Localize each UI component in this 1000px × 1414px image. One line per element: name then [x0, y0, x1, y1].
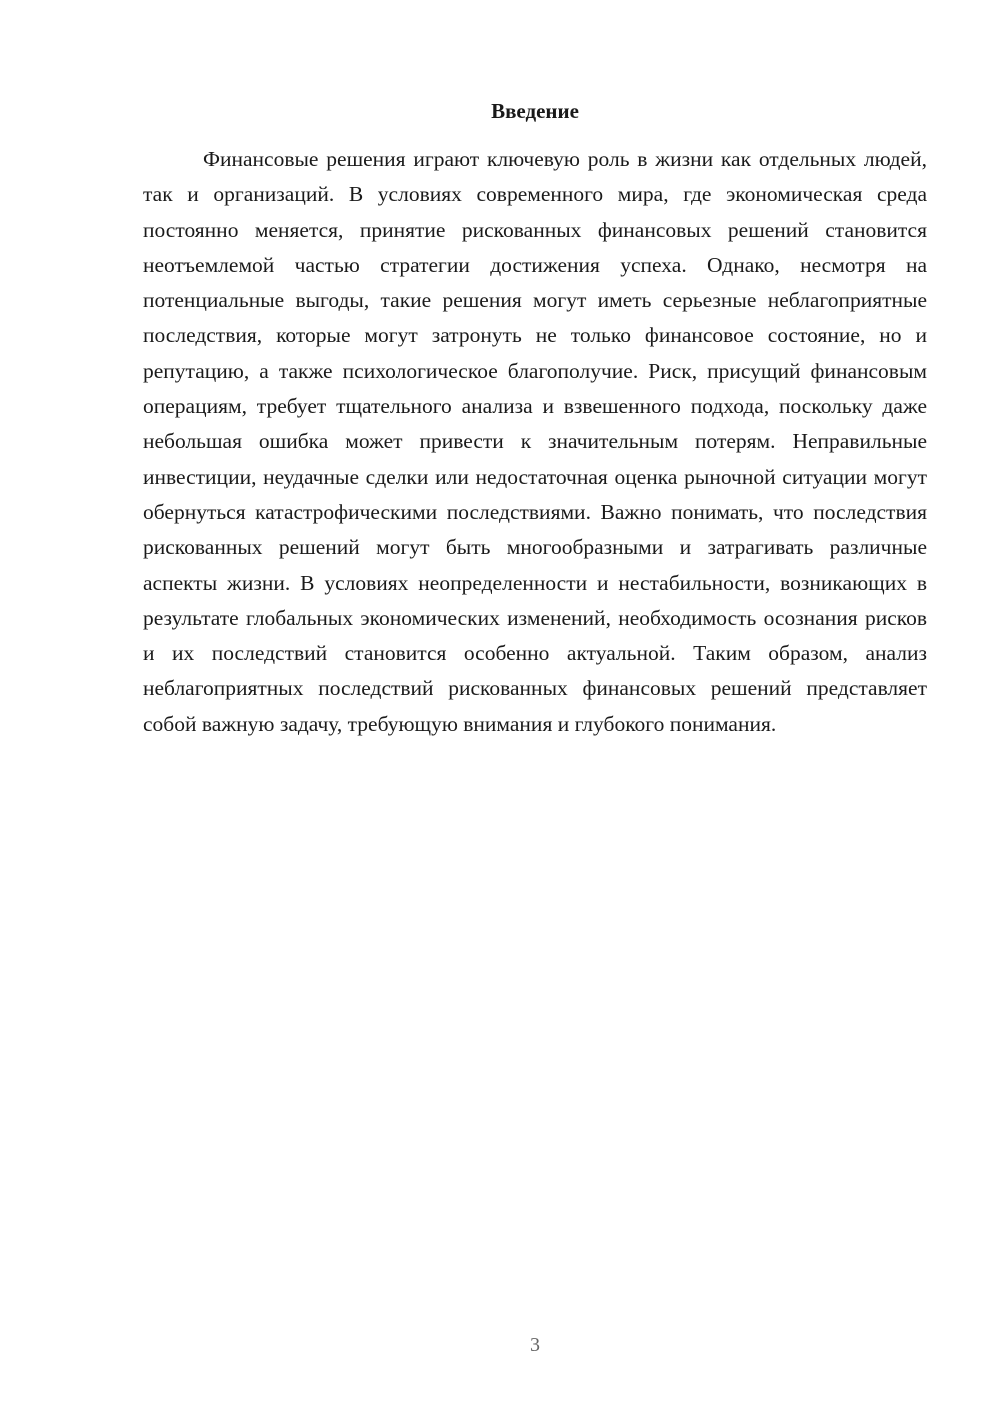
section-title: Введение: [491, 99, 579, 123]
page-number: 3: [530, 1334, 540, 1356]
intro-paragraph: Финансовые решения играют ключевую роль в жизни как отдельных людей, так и организаций. В условиях современного мира, где экономическая среда постоянно меняется, принятие рискованных финансовых решений становится неотъемлемой частью стратегии достижения успеха. Однако, несмотря на потенциальные выгоды, такие решения могут иметь серьезные неблагоприятные последствия, которые могут затронуть не только финансовое состояние, но и репутацию, а также психологическое благополучие. Риск, присущий финансовым операциям, требует тщательного анализа и взвешенного подхода, поскольку даже небольшая ошибка может привести к значительным потерям. Неправильные инвестиции, неудачные сделки или недостаточная оценка рыночной ситуации могут обернуться катастрофическими последствиями. Важно понимать, что последствия рискованных решений могут быть многообразными и затрагивать различные аспекты жизни. В условиях неопределенности и нестабильности, возникающих в результате глобальных экономических изменений, необходимость осознания рисков и их последствий становится особенно актуальной. Таким образом, анализ неблагоприятных последствий рискованных финансовых решений представляет собой важную задачу, требующую внимания и глубокого понимания.: [143, 147, 927, 736]
